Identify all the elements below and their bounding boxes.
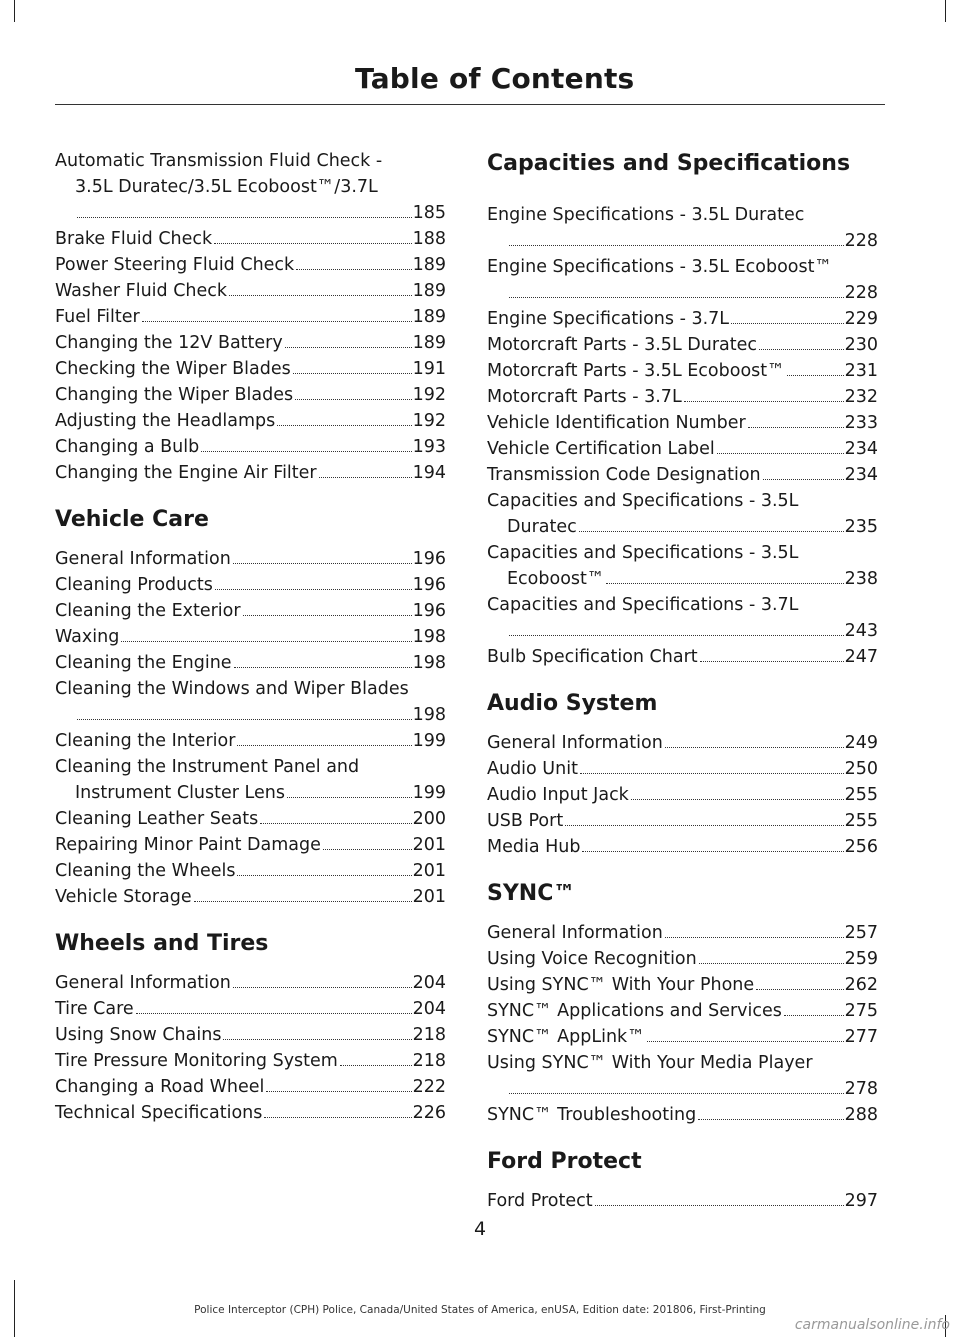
toc-entry-title: Motorcraft Parts - 3.5L Duratec <box>487 335 757 355</box>
dot-leader <box>565 824 843 826</box>
toc-entry-title: Engine Specifications - 3.5L Duratec <box>487 205 805 225</box>
dot-leader <box>77 718 412 720</box>
dot-leader <box>784 1014 844 1016</box>
toc-entry-title: Motorcraft Parts - 3.7L <box>487 387 682 407</box>
toc-entry-page: 222 <box>412 1077 446 1097</box>
toc-entry-title-line: 3.5L Duratec/3.5L Ecoboost™/3.7L <box>75 177 378 197</box>
toc-entry-title: Vehicle Certification Label <box>487 439 715 459</box>
dot-leader <box>136 1012 412 1014</box>
dot-leader <box>684 400 844 402</box>
toc-entry-title: General Information <box>487 923 663 943</box>
toc-entry-page: 218 <box>412 1051 446 1071</box>
toc-entry[interactable] <box>55 996 446 1022</box>
toc-right-column <box>487 148 878 1214</box>
toc-entry[interactable] <box>55 650 446 676</box>
section-heading: Ford Protect <box>487 1149 642 1174</box>
page-number: 4 <box>473 1218 487 1240</box>
toc-entry-title: Cleaning the Interior <box>55 731 236 751</box>
toc-entry-page: 278 <box>844 1079 878 1099</box>
toc-entry-title: Washer Fluid Check <box>55 281 228 301</box>
toc-entry-continuation <box>55 780 446 806</box>
toc-entry-page: 192 <box>412 411 446 431</box>
toc-entry-title: SYNC™ Troubleshooting <box>487 1105 697 1125</box>
toc-entry-page: 201 <box>412 835 446 855</box>
dot-leader <box>243 614 412 616</box>
toc-entry-page: 249 <box>844 733 878 753</box>
toc-entry-continuation <box>487 618 878 644</box>
dot-leader <box>260 822 411 824</box>
dot-leader <box>579 530 844 532</box>
toc-entry-page: 189 <box>412 281 446 301</box>
toc-entry[interactable] <box>55 572 446 598</box>
dot-leader <box>266 1090 411 1092</box>
crop-mark-top-right <box>945 0 946 22</box>
toc-entry-page: 297 <box>844 1191 878 1211</box>
dot-leader <box>606 582 843 584</box>
toc-entry-page: 238 <box>844 569 878 589</box>
toc-entry[interactable] <box>487 410 878 436</box>
toc-entry-title: Engine Specifications - 3.5L Ecoboost™ <box>487 257 832 277</box>
toc-entry[interactable] <box>55 304 446 330</box>
dot-leader <box>233 986 412 988</box>
toc-entry-title: Checking the Wiper Blades <box>55 359 291 379</box>
toc-entry-title: Using Voice Recognition <box>487 949 697 969</box>
toc-entry-page: 262 <box>844 975 878 995</box>
dot-leader <box>509 634 844 636</box>
toc-entry-title: Ford Protect <box>487 1191 593 1211</box>
toc-entry[interactable] <box>55 832 446 858</box>
dot-leader <box>287 796 412 798</box>
toc-entry[interactable] <box>487 540 878 592</box>
toc-entry-page: 201 <box>412 861 446 881</box>
toc-entry-page: 228 <box>844 283 878 303</box>
toc-entry[interactable] <box>55 226 446 252</box>
toc-entry[interactable] <box>487 920 878 946</box>
dot-leader <box>700 660 844 662</box>
toc-entry-continuation <box>487 566 878 592</box>
dot-leader <box>264 1116 411 1118</box>
page-title: Table of Contents <box>355 62 635 95</box>
dot-leader <box>296 268 411 270</box>
dot-leader <box>215 588 412 590</box>
toc-entry[interactable] <box>487 946 878 972</box>
toc-entry-page: 247 <box>844 647 878 667</box>
toc-entry[interactable] <box>487 1102 878 1128</box>
toc-entry-continuation <box>55 702 446 728</box>
toc-entry-page: 234 <box>844 465 878 485</box>
toc-entry[interactable] <box>55 754 446 806</box>
toc-entry[interactable] <box>55 1074 446 1100</box>
toc-entry-title: Capacities and Specifications - 3.5L <box>487 491 799 511</box>
toc-entry-title: Capacities and Specifications - 3.5L <box>487 543 799 563</box>
toc-entry-title: General Information <box>487 733 663 753</box>
toc-entry-title-line: Instrument Cluster Lens <box>75 783 285 803</box>
toc-entry-page: 200 <box>412 809 446 829</box>
dot-leader <box>759 348 844 350</box>
toc-entry-page: 189 <box>412 307 446 327</box>
toc-entry-page: 255 <box>844 785 878 805</box>
toc-entry-title: SYNC™ Applications and Services <box>487 1001 782 1021</box>
dot-leader <box>756 988 843 990</box>
dot-leader <box>509 244 844 246</box>
toc-entry[interactable] <box>487 332 878 358</box>
dot-leader <box>665 746 844 748</box>
toc-entry[interactable] <box>55 330 446 356</box>
toc-entry-page: 259 <box>844 949 878 969</box>
dot-leader <box>582 850 843 852</box>
toc-entry-title: Power Steering Fluid Check <box>55 255 295 275</box>
toc-entry[interactable] <box>487 384 878 410</box>
toc-entry-page: 196 <box>412 601 446 621</box>
toc-entry[interactable] <box>55 434 446 460</box>
dot-leader <box>277 424 411 426</box>
toc-entry-title: Fuel Filter <box>55 307 140 327</box>
toc-entry-page: 204 <box>412 973 446 993</box>
toc-entry-title: Cleaning the Instrument Panel and <box>55 757 360 777</box>
toc-entry-title: Changing the 12V Battery <box>55 333 283 353</box>
toc-entry-page: 198 <box>412 627 446 647</box>
dot-leader <box>234 666 412 668</box>
toc-entry[interactable] <box>487 1024 878 1050</box>
dot-leader <box>323 848 412 850</box>
toc-entry-title: Media Hub <box>487 837 581 857</box>
toc-entry-page: 192 <box>412 385 446 405</box>
toc-entry[interactable] <box>55 858 446 884</box>
toc-entry[interactable] <box>55 676 446 728</box>
dot-leader <box>509 1092 844 1094</box>
toc-entry-title: Using SYNC™ With Your Media Player <box>487 1053 813 1073</box>
toc-entry-page: 198 <box>412 653 446 673</box>
dot-leader <box>77 216 412 218</box>
toc-entry-page: 243 <box>844 621 878 641</box>
dot-leader <box>595 1204 844 1206</box>
toc-entry-page: 204 <box>412 999 446 1019</box>
dot-leader <box>787 374 844 376</box>
toc-entry-title: Adjusting the Headlamps <box>55 411 276 431</box>
toc-entry-continuation <box>55 174 446 200</box>
toc-entry-title: Repairing Minor Paint Damage <box>55 835 321 855</box>
toc-entry[interactable] <box>487 730 878 756</box>
toc-entry-title: Cleaning the Engine <box>55 653 232 673</box>
toc-entry-title: Capacities and Specifications - 3.7L <box>487 595 799 615</box>
toc-entry-page: 189 <box>412 255 446 275</box>
toc-entry-title-line: Duratec <box>507 517 577 537</box>
dot-leader <box>223 1038 411 1040</box>
toc-entry-title: Transmission Code Designation <box>487 465 761 485</box>
dot-leader <box>285 346 412 348</box>
toc-entry-title: Cleaning the Windows and Wiper Blades <box>55 679 409 699</box>
toc-entry-page: 232 <box>844 387 878 407</box>
dot-leader <box>237 874 411 876</box>
toc-entry[interactable] <box>55 546 446 572</box>
watermark: carmanualsonline.info <box>794 1317 950 1333</box>
toc-entry-continuation <box>487 514 878 540</box>
toc-entry-page: 233 <box>844 413 878 433</box>
toc-entry[interactable] <box>487 782 878 808</box>
toc-entry-title: Motorcraft Parts - 3.5L Ecoboost™ <box>487 361 785 381</box>
toc-entry-page: 201 <box>412 887 446 907</box>
dot-leader <box>631 798 844 800</box>
toc-entry-page: 230 <box>844 335 878 355</box>
toc-entry[interactable] <box>55 728 446 754</box>
dot-leader <box>319 476 412 478</box>
toc-entry-title: Changing the Wiper Blades <box>55 385 294 405</box>
toc-entry-continuation <box>487 280 878 306</box>
toc-entry[interactable] <box>55 1100 446 1126</box>
toc-entry-page: 228 <box>844 231 878 251</box>
dot-leader <box>293 372 412 374</box>
dot-leader <box>214 242 411 244</box>
toc-entry-page: 255 <box>844 811 878 831</box>
toc-entry[interactable] <box>487 998 878 1024</box>
toc-entry-title: Vehicle Identification Number <box>487 413 746 433</box>
toc-entry-page: 218 <box>412 1025 446 1045</box>
toc-entry[interactable] <box>55 460 446 486</box>
dot-leader <box>233 562 412 564</box>
dot-leader <box>717 452 844 454</box>
toc-entry[interactable] <box>487 592 878 644</box>
toc-entry-title: Audio Input Jack <box>487 785 629 805</box>
toc-left-column <box>55 148 446 1126</box>
toc-entry[interactable] <box>487 306 878 332</box>
toc-entry[interactable] <box>55 252 446 278</box>
toc-entry[interactable] <box>487 436 878 462</box>
toc-entry-page: 194 <box>412 463 446 483</box>
toc-entry-title: Engine Specifications - 3.7L <box>487 309 730 329</box>
toc-entry-page: 193 <box>412 437 446 457</box>
toc-entry-page: 277 <box>844 1027 878 1047</box>
dot-leader <box>201 450 411 452</box>
dot-leader <box>194 900 412 902</box>
toc-entry-page: 199 <box>412 731 446 751</box>
footer-edition-text: Police Interceptor (CPH) Police, Canada/United States of America, enUSA, Edition date: 201806, First-Printing <box>194 1304 766 1316</box>
toc-entry[interactable] <box>487 756 878 782</box>
toc-entry-title: Using SYNC™ With Your Phone <box>487 975 755 995</box>
toc-entry[interactable] <box>55 806 446 832</box>
toc-entry-page: 196 <box>412 575 446 595</box>
toc-entry-title: Tire Care <box>55 999 134 1019</box>
toc-entry-title: Automatic Transmission Fluid Check - <box>55 151 383 171</box>
toc-entry-continuation <box>487 228 878 254</box>
toc-entry-title: USB Port <box>487 811 564 831</box>
section-heading: SYNC™ <box>487 881 576 906</box>
toc-entry-page: 257 <box>844 923 878 943</box>
toc-entry-page: 288 <box>844 1105 878 1125</box>
toc-entry-title: Using Snow Chains <box>55 1025 222 1045</box>
toc-entry-page: 235 <box>844 517 878 537</box>
dot-leader <box>748 426 844 428</box>
header-divider <box>55 104 885 105</box>
toc-entry[interactable] <box>487 1050 878 1102</box>
toc-entry[interactable] <box>55 1048 446 1074</box>
dot-leader <box>580 772 844 774</box>
toc-entry-page: 256 <box>844 837 878 857</box>
dot-leader <box>142 320 412 322</box>
dot-leader <box>237 744 411 746</box>
toc-entry-title: Changing a Road Wheel <box>55 1077 265 1097</box>
toc-entry-continuation <box>55 200 446 226</box>
toc-entry[interactable] <box>487 254 878 306</box>
section-heading: Capacities and Specifications <box>487 151 851 176</box>
toc-entry[interactable] <box>487 462 878 488</box>
toc-entry[interactable] <box>55 884 446 910</box>
toc-entry-page: 199 <box>412 783 446 803</box>
toc-entry[interactable] <box>55 148 446 226</box>
toc-entry[interactable] <box>487 488 878 540</box>
dot-leader <box>121 640 411 642</box>
toc-entry-page: 275 <box>844 1001 878 1021</box>
toc-entry-title: Cleaning the Wheels <box>55 861 236 881</box>
toc-entry-page: 196 <box>412 549 446 569</box>
toc-entry-title: Brake Fluid Check <box>55 229 213 249</box>
toc-entry[interactable] <box>55 1022 446 1048</box>
toc-entry-page: 198 <box>412 705 446 725</box>
toc-entry-page: 234 <box>844 439 878 459</box>
toc-entry[interactable] <box>55 382 446 408</box>
toc-entry-page: 188 <box>412 229 446 249</box>
dot-leader <box>295 398 411 400</box>
toc-entry-title: General Information <box>55 973 231 993</box>
toc-entry-title: Vehicle Storage <box>55 887 192 907</box>
toc-entry[interactable] <box>55 408 446 434</box>
toc-entry-title: General Information <box>55 549 231 569</box>
section-heading: Wheels and Tires <box>55 931 269 956</box>
dot-leader <box>665 936 844 938</box>
toc-entry[interactable] <box>487 808 878 834</box>
toc-entry[interactable] <box>55 624 446 650</box>
section-heading: Audio System <box>487 691 658 716</box>
dot-leader <box>731 322 844 324</box>
toc-entry-page: 231 <box>844 361 878 381</box>
toc-entry-title: Tire Pressure Monitoring System <box>55 1051 338 1071</box>
toc-entry-page: 189 <box>412 333 446 353</box>
toc-entry-title: Changing a Bulb <box>55 437 200 457</box>
toc-entry[interactable] <box>55 278 446 304</box>
dot-leader <box>763 478 844 480</box>
toc-entry-title: Technical Specifications <box>55 1103 263 1123</box>
toc-entry-page: 250 <box>844 759 878 779</box>
toc-entry[interactable] <box>487 834 878 860</box>
toc-entry[interactable] <box>487 202 878 254</box>
toc-entry-title-line: Ecoboost™ <box>507 569 605 589</box>
toc-entry[interactable] <box>487 358 878 384</box>
toc-entry-continuation <box>487 1076 878 1102</box>
toc-entry[interactable] <box>487 1188 878 1214</box>
toc-entry-title: Audio Unit <box>487 759 578 779</box>
dot-leader <box>699 962 844 964</box>
toc-entry[interactable] <box>55 970 446 996</box>
dot-leader <box>509 296 844 298</box>
dot-leader <box>340 1064 412 1066</box>
toc-entry-title: Cleaning the Exterior <box>55 601 241 621</box>
toc-entry-title: Changing the Engine Air Filter <box>55 463 317 483</box>
toc-entry[interactable] <box>487 644 878 670</box>
toc-entry-title: Cleaning Products <box>55 575 213 595</box>
toc-entry[interactable] <box>487 972 878 998</box>
toc-entry-title: Cleaning Leather Seats <box>55 809 259 829</box>
toc-entry-page: 229 <box>844 309 878 329</box>
toc-entry-page: 185 <box>412 203 446 223</box>
toc-entry-title: Waxing <box>55 627 120 647</box>
dot-leader <box>698 1118 843 1120</box>
dot-leader <box>647 1040 844 1042</box>
toc-entry[interactable] <box>55 598 446 624</box>
toc-entry-title: SYNC™ AppLink™ <box>487 1027 645 1047</box>
toc-entry-page: 191 <box>412 359 446 379</box>
toc-entry[interactable] <box>55 356 446 382</box>
dot-leader <box>229 294 412 296</box>
toc-entry-title: Bulb Specification Chart <box>487 647 698 667</box>
section-heading: Vehicle Care <box>55 507 209 532</box>
crop-mark-top-left <box>14 0 15 22</box>
toc-entry-page: 226 <box>412 1103 446 1123</box>
